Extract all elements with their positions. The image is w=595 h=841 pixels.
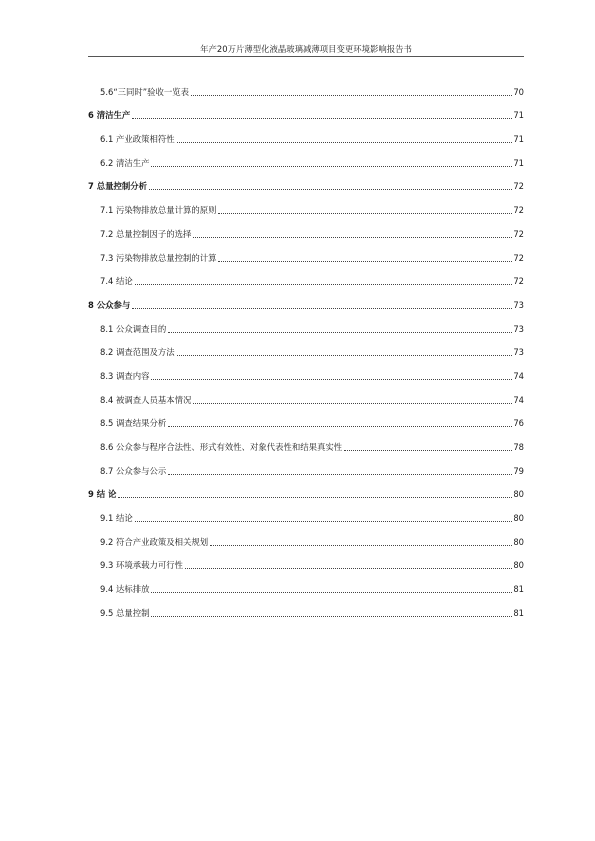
header-divider [88, 56, 524, 57]
toc-page-number: 72 [513, 228, 524, 239]
toc-page-number: 71 [513, 157, 524, 168]
toc-page-number: 71 [513, 134, 524, 145]
toc-dot-leader [151, 616, 512, 617]
toc-section-entry[interactable] [88, 74, 524, 98]
toc-dot-leader [344, 450, 512, 451]
toc-page-number: 72 [513, 205, 524, 216]
toc-entry-label: 6.1 产业政策相符性 [100, 134, 175, 145]
toc-entry-label: 8.6 公众参与程序合法性、形式有效性、对象代表性和结果真实性 [100, 442, 343, 452]
toc-dot-leader [118, 497, 512, 498]
toc-entry-label: 9.5 总量控制 [100, 607, 150, 618]
toc-page-number: 81 [513, 607, 524, 618]
toc-dot-leader [168, 332, 512, 333]
toc-entry-label: 9.2 符合产业政策及相关规划 [100, 536, 209, 547]
toc-chapter-entry[interactable] [88, 287, 524, 311]
toc-chapter-entry[interactable] [88, 98, 524, 122]
toc-page-number: 80 [513, 513, 524, 524]
toc-page-number: 78 [513, 442, 524, 452]
toc-page-number: 71 [513, 110, 524, 121]
toc-page-number: 70 [513, 86, 524, 97]
toc-page-number: 72 [513, 276, 524, 287]
toc-entry-label: 7 总量控制分析 [88, 181, 147, 192]
toc-dot-leader [210, 545, 512, 546]
toc-entry-label: 5.6“三同时”验收一览表 [100, 86, 189, 97]
toc-entry-label: 9.4 达标排放 [100, 584, 150, 595]
toc-section-entry[interactable] [88, 264, 524, 288]
toc-dot-leader [149, 189, 512, 190]
toc-entry-label: 8 公众参与 [88, 299, 131, 310]
toc-section-entry[interactable] [88, 358, 524, 382]
toc-dot-leader [185, 568, 512, 569]
toc-section-entry[interactable] [88, 216, 524, 240]
toc-section-entry[interactable] [88, 240, 524, 264]
toc-section-entry[interactable] [88, 192, 524, 216]
toc-dot-leader [132, 308, 512, 309]
toc-dot-leader [193, 403, 512, 404]
toc-section-entry[interactable] [88, 145, 524, 169]
toc-dot-leader [132, 118, 512, 119]
toc-entry-label: 8.1 公众调查目的 [100, 323, 167, 334]
toc-entry-label: 7.2 总量控制因子的选择 [100, 228, 192, 239]
toc-entry-label: 9 结 论 [88, 489, 117, 500]
toc-entry-label: 6 清洁生产 [88, 110, 131, 121]
toc-entry-label: 8.5 调查结果分析 [100, 418, 167, 429]
table-of-contents [88, 74, 524, 619]
page-header: 年产20万片薄型化液晶玻璃减薄项目变更环境影响报告书 [200, 44, 412, 54]
toc-entry-label: 7.1 污染物排放总量计算的原则 [100, 205, 217, 216]
toc-entry-label: 9.1 结论 [100, 513, 133, 524]
toc-section-entry[interactable] [88, 121, 524, 145]
toc-dot-leader [191, 95, 512, 96]
toc-page-number: 72 [513, 252, 524, 263]
toc-entry-label: 8.4 被调查人员基本情况 [100, 394, 192, 405]
toc-section-entry[interactable] [88, 548, 524, 572]
toc-entry-label: 9.3 环境承载力可行性 [100, 560, 183, 571]
toc-dot-leader [135, 284, 513, 285]
toc-dot-leader [168, 474, 512, 475]
toc-section-entry[interactable] [88, 453, 524, 477]
toc-dot-leader [168, 426, 512, 427]
toc-dot-leader [218, 261, 512, 262]
toc-section-entry[interactable] [88, 595, 524, 619]
toc-page-number: 80 [513, 489, 524, 500]
toc-entry-label: 7.4 结论 [100, 276, 133, 287]
toc-dot-leader [193, 237, 512, 238]
toc-chapter-entry[interactable] [88, 169, 524, 193]
toc-entry-label: 8.2 调查范围及方法 [100, 347, 175, 358]
toc-dot-leader [151, 379, 512, 380]
toc-dot-leader [151, 592, 512, 593]
toc-page-number: 81 [513, 584, 524, 595]
toc-page-number: 73 [513, 323, 524, 334]
toc-entry-label: 6.2 清洁生产 [100, 157, 150, 168]
toc-chapter-entry[interactable] [88, 477, 524, 501]
toc-dot-leader [135, 521, 513, 522]
toc-section-entry[interactable] [88, 571, 524, 595]
toc-page-number: 79 [513, 465, 524, 476]
toc-page-number: 73 [513, 347, 524, 358]
toc-dot-leader [218, 213, 512, 214]
toc-dot-leader [177, 142, 513, 143]
toc-page-number: 73 [513, 299, 524, 310]
toc-section-entry[interactable] [88, 500, 524, 524]
toc-section-entry[interactable] [88, 406, 524, 430]
toc-section-entry[interactable] [88, 311, 524, 335]
toc-section-entry[interactable] [88, 524, 524, 548]
toc-section-entry[interactable] [88, 382, 524, 406]
toc-entry-label: 8.3 调查内容 [100, 370, 150, 381]
toc-dot-leader [177, 355, 513, 356]
toc-entry-label: 7.3 污染物排放总量控制的计算 [100, 252, 217, 263]
toc-page-number: 76 [513, 418, 524, 429]
toc-page-number: 74 [513, 394, 524, 405]
toc-dot-leader [151, 166, 512, 167]
toc-page-number: 72 [513, 181, 524, 192]
toc-page-number: 74 [513, 370, 524, 381]
toc-entry-label: 8.7 公众参与公示 [100, 465, 167, 476]
toc-section-entry[interactable] [88, 335, 524, 359]
toc-section-entry[interactable] [88, 429, 524, 453]
toc-page-number: 80 [513, 560, 524, 571]
toc-page-number: 80 [513, 536, 524, 547]
